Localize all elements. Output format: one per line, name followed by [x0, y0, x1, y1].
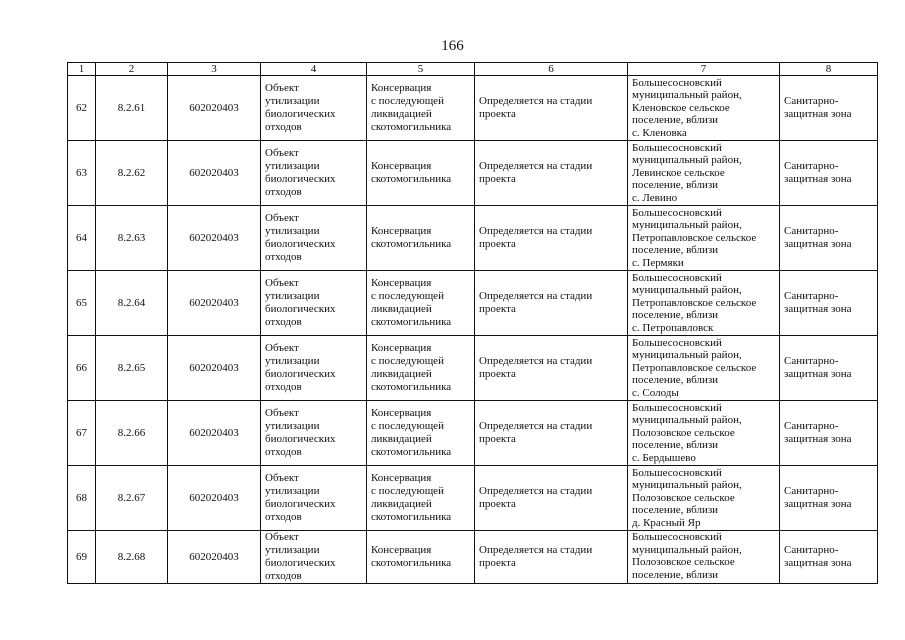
- object-id: 602020403: [168, 336, 261, 401]
- object-type: Объект утилизации биологических отходов: [265, 212, 336, 263]
- boundaries-text: Определяется на стадии проекта: [479, 290, 593, 315]
- registry-table: [67, 62, 878, 584]
- zone-type: Санитарно- защитная зона: [784, 355, 852, 380]
- work-description: Консервация с последующей ликвидацией скотомогильника: [371, 472, 452, 523]
- column-header-8: 8: [780, 63, 878, 76]
- table-row: [68, 141, 878, 206]
- boundaries-text: Определяется на стадии проекта: [479, 160, 593, 185]
- table-row: [68, 76, 878, 141]
- row-number: 65: [68, 271, 96, 336]
- work-description: Консервация с последующей ликвидацией скотомогильника: [371, 82, 452, 133]
- object-code: 8.2.63: [96, 206, 168, 271]
- work-description: Консервация с последующей ликвидацией скотомогильника: [371, 342, 452, 393]
- object-code: 8.2.65: [96, 336, 168, 401]
- location-text: Большесосновский муниципальный район, Левинское сельское поселение, вблизи с. Левино: [632, 141, 742, 204]
- row-number: 62: [68, 76, 96, 141]
- column-header-5: 5: [367, 63, 475, 76]
- object-type: Объект утилизации биологических отходов: [265, 82, 336, 133]
- column-header-4: 4: [261, 63, 367, 76]
- object-type: Объект утилизации биологических отходов: [265, 407, 336, 458]
- column-header-7: 7: [628, 63, 780, 76]
- table-row: [68, 336, 878, 401]
- work-description: Консервация скотомогильника: [371, 225, 452, 250]
- boundaries-text: Определяется на стадии проекта: [479, 544, 593, 569]
- row-number: 67: [68, 401, 96, 466]
- object-type: Объект утилизации биологических отходов: [265, 277, 336, 328]
- work-description: Консервация с последующей ликвидацией скотомогильника: [371, 407, 452, 458]
- row-number: 63: [68, 141, 96, 206]
- boundaries-text: Определяется на стадии проекта: [479, 355, 593, 380]
- zone-type: Санитарно- защитная зона: [784, 485, 852, 510]
- object-code: 8.2.68: [96, 531, 168, 584]
- work-description: Консервация с последующей ликвидацией скотомогильника: [371, 277, 452, 328]
- zone-type: Санитарно- защитная зона: [784, 225, 852, 250]
- column-header-2: 2: [96, 63, 168, 76]
- zone-type: Санитарно- защитная зона: [784, 420, 852, 445]
- page-number: 166: [441, 38, 464, 54]
- zone-type: Санитарно- защитная зона: [784, 544, 852, 569]
- object-code: 8.2.66: [96, 401, 168, 466]
- location-text: Большесосновский муниципальный район, Полозовское сельское поселение, вблизи: [632, 531, 742, 581]
- zone-type: Санитарно- защитная зона: [784, 160, 852, 185]
- table-row: [68, 206, 878, 271]
- object-id: 602020403: [168, 466, 261, 531]
- object-code: 8.2.67: [96, 466, 168, 531]
- object-id: 602020403: [168, 141, 261, 206]
- object-type: Объект утилизации биологических отходов: [265, 342, 336, 393]
- table-row: [68, 531, 878, 584]
- zone-type: Санитарно- защитная зона: [784, 290, 852, 315]
- object-id: 602020403: [168, 401, 261, 466]
- object-id: 602020403: [168, 271, 261, 336]
- boundaries-text: Определяется на стадии проекта: [479, 420, 593, 445]
- location-text: Большесосновский муниципальный район, Петропавловское сельское поселение, вблизи с. Солоды: [632, 336, 757, 399]
- boundaries-text: Определяется на стадии проекта: [479, 95, 593, 120]
- object-type: Объект утилизации биологических отходов: [265, 472, 336, 523]
- location-text: Большесосновский муниципальный район, Полозовское сельское поселение, вблизи с. Бердышево: [632, 401, 742, 464]
- work-description: Консервация скотомогильника: [371, 160, 452, 185]
- row-number: 69: [68, 531, 96, 584]
- row-number: 66: [68, 336, 96, 401]
- object-code: 8.2.64: [96, 271, 168, 336]
- column-header-6: 6: [475, 63, 628, 76]
- boundaries-text: Определяется на стадии проекта: [479, 485, 593, 510]
- object-id: 602020403: [168, 531, 261, 584]
- object-id: 602020403: [168, 76, 261, 141]
- row-number: 64: [68, 206, 96, 271]
- column-header-3: 3: [168, 63, 261, 76]
- header-row: [68, 63, 878, 76]
- location-text: Большесосновский муниципальный район, Петропавловское сельское поселение, вблизи с. Пермяки: [632, 206, 757, 269]
- table-row: [68, 271, 878, 336]
- boundaries-text: Определяется на стадии проекта: [479, 225, 593, 250]
- location-text: Большесосновский муниципальный район, Кленовское сельское поселение, вблизи с. Кленовка: [632, 76, 742, 139]
- object-id: 602020403: [168, 206, 261, 271]
- column-header-1: 1: [68, 63, 96, 76]
- location-text: Большесосновский муниципальный район, Полозовское сельское поселение, вблизи д. Красный Яр: [632, 466, 742, 529]
- location-text: Большесосновский муниципальный район, Петропавловское сельское поселение, вблизи с. Петропавловск: [632, 271, 757, 334]
- object-type: Объект утилизации биологических отходов: [265, 147, 336, 198]
- object-code: 8.2.62: [96, 141, 168, 206]
- table-row: [68, 466, 878, 531]
- table-row: [68, 401, 878, 466]
- object-type: Объект утилизации биологических отходов: [265, 531, 336, 582]
- work-description: Консервация скотомогильника: [371, 544, 452, 569]
- row-number: 68: [68, 466, 96, 531]
- object-code: 8.2.61: [96, 76, 168, 141]
- zone-type: Санитарно- защитная зона: [784, 95, 852, 120]
